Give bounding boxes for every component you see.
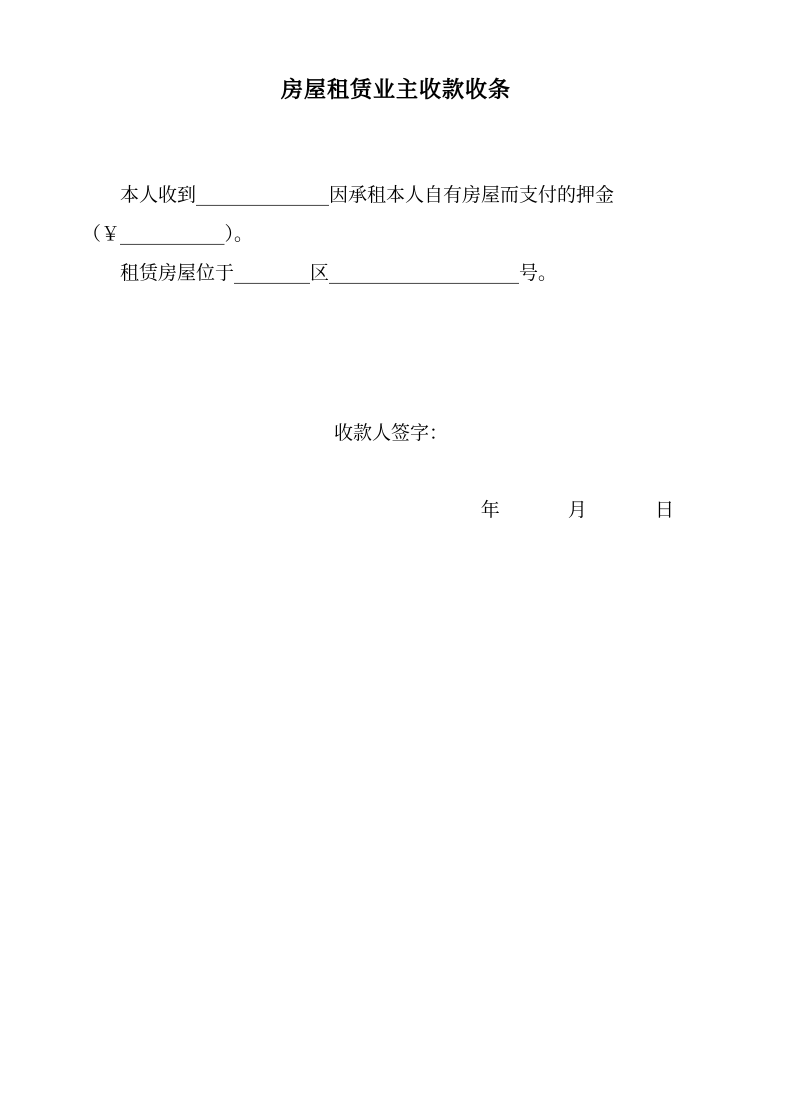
- date-day-label: 日: [654, 499, 674, 522]
- date-month-label: 月: [567, 499, 587, 522]
- date-year-label: 年: [480, 499, 500, 522]
- paragraph-1-line-2: （￥___________）。: [82, 223, 254, 246]
- document-body: [0, 176, 792, 293]
- signature-label: 收款人签字：: [333, 422, 448, 445]
- paragraph-2-line-1: 租赁房屋位于________区____________________号。: [120, 262, 558, 285]
- page-title: 房屋租赁业主收款收条: [280, 78, 511, 103]
- date-line: [0, 495, 792, 522]
- paragraph-1-line-1: 本人收到______________因承租本人自有房屋而支付的押金: [120, 184, 615, 207]
